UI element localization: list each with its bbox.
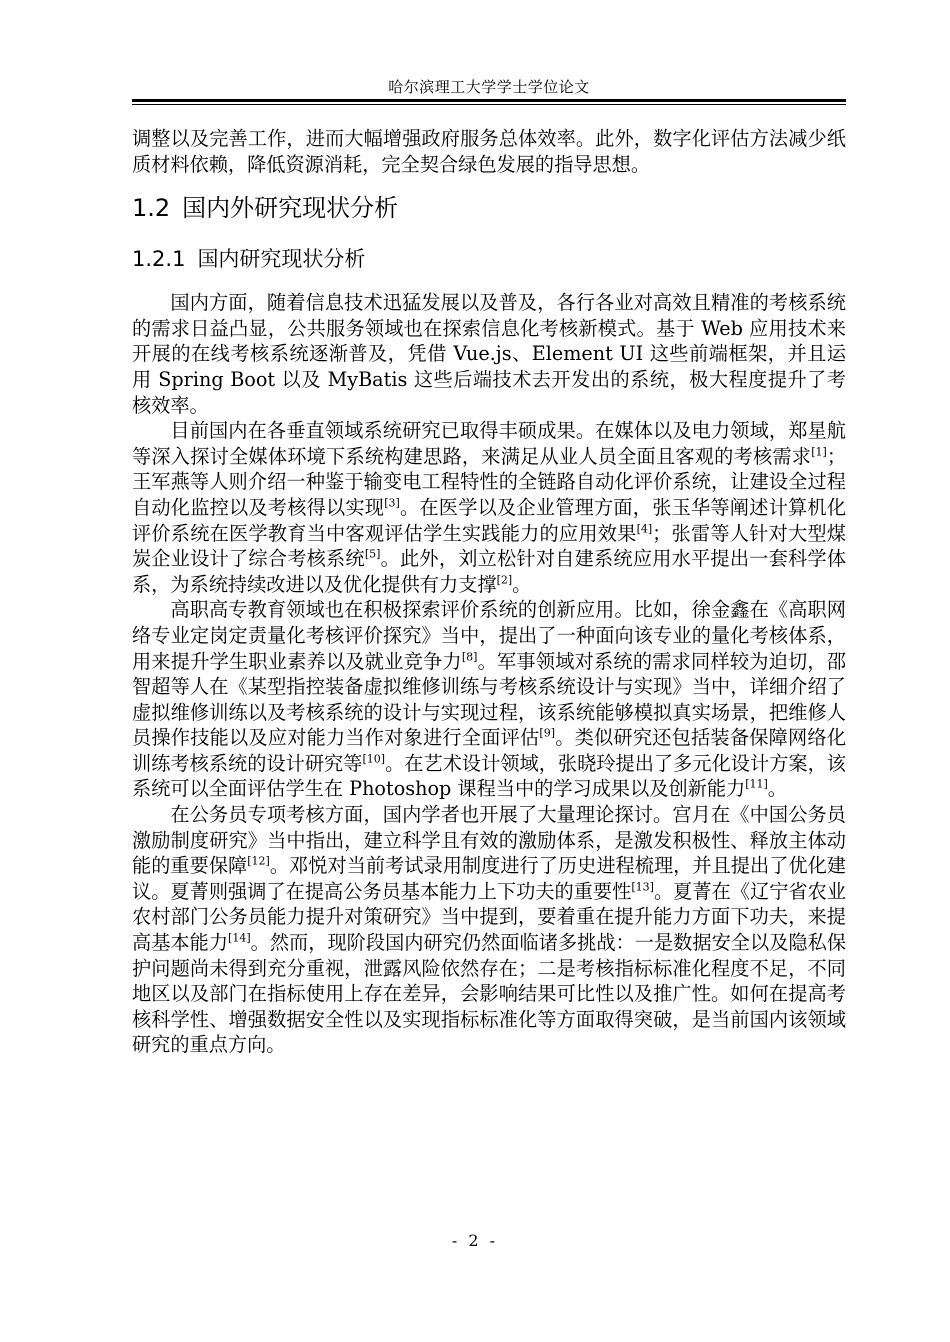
header-rule-thin: [132, 104, 846, 105]
p3-text-4: 。在艺术设计领域，张晓玲提出了多元化设计方案，该系统可以全面评估学生在 Photoshop 课程当中的学习成果以及创新能力: [132, 751, 846, 801]
p2-text-6: 。: [512, 572, 532, 596]
p3-text-2: 。军事领域对系统的需求同样较为迫切，邵智超等人在《某型指控装备虚拟维修训练与考核系统设计与实现》当中，详细介绍了虚拟维修训练以及考核系统的设计与实现过程，该系统能够模拟真实场景，把维修人员操作技能以及应对能力当作对象进行全面评估: [132, 649, 847, 750]
citation-2: [2]: [496, 573, 513, 587]
citation-14: [14]: [228, 931, 251, 945]
p4-text-4: 。然而，现阶段国内研究仍然面临诸多挑战：一是数据安全以及隐私保护问题尚未得到充分重视，泄露风险依然存在；二是考核指标标准化程度不足，不同地区以及部门在指标使用上存在差异，会影响结果可比性以及推广性。如何在提高考核科学性、增强数据安全性以及实现指标标准化等方面取得突破，是当前国内该领域研究的重点方向。: [132, 931, 847, 1057]
subsection-title: 国内研究现状分析: [197, 247, 366, 272]
p3-text-3: 。类似研究还包括装备保障网络化训练考核系统的设计研究等: [132, 726, 847, 775]
citation-8: [8]: [461, 650, 478, 664]
p2-text-1: 目前国内在各垂直领域系统研究已取得丰硕成果。在媒体以及电力领域，郑星航等深入探讨全媒体环境下系统构建思路，来满足从业人员全面且客观的考核需求: [132, 419, 846, 468]
header-rule-thick: [132, 99, 846, 102]
page-number: - 2 -: [451, 1231, 499, 1250]
citation-10: [10]: [362, 752, 386, 766]
paragraph-2: [132, 418, 846, 597]
running-header: 哈尔滨理工大学学士学位论文: [388, 78, 590, 96]
section-heading: [132, 193, 846, 223]
paragraph-3: [132, 597, 846, 802]
p2-text-2: ；王军燕等人则介绍一种鉴于输变电工程特性的全链路自动化评价系统，让建设全过程自动化监控以及考核得以实现: [132, 444, 846, 519]
p2-text-5: 。此外，刘立松针对自建系统应用水平提出一套科学体系，为系统持续改进以及优化提供有力支撑: [132, 547, 847, 596]
paragraph-1: 国内方面，随着信息技术迅猛发展以及普及，各行各业对高效且精准的考核系统的需求日益凸显，公共服务领域也在探索信息化考核新模式。基于 Web 应用技术来开展的在线考核系统逐渐普及，凭借 Vue.js、Element UI 这些前端框架，并且运用 Spring Boot 以及 MyBatis 这些后端技术去开发出的系统，极大程度提升了考核效率。: [132, 291, 846, 417]
p3-text-5: 。: [767, 777, 787, 801]
citation-9: [9]: [539, 726, 555, 740]
citation-13: [13]: [631, 880, 654, 894]
citation-12: [12]: [247, 854, 270, 868]
p2-text-3: 。在医学以及企业管理方面，张玉华等阐述计算机化评价系统在医学教育当中客观评估学生实践能力的应用效果: [132, 495, 846, 545]
citation-11: [11]: [745, 778, 768, 792]
paragraph-4: [132, 802, 846, 1058]
citation-5: [5]: [364, 547, 381, 561]
page-body: [132, 126, 846, 1058]
p4-text-1: 在公务员专项考核方面，国内学者也开展了大量理论探讨。宫月在《中国公务员激励制度研究》当中指出，建立科学且有效的激励体系，是激发积极性、释放主体动能的重要保障: [132, 803, 846, 878]
citation-1: [1]: [811, 445, 827, 459]
subsection-heading: [132, 245, 846, 273]
subsection-number: 1.2.1: [132, 247, 186, 272]
section-title: 国内外研究现状分析: [182, 194, 399, 223]
p2-text-4: ；张雷等人针对大型煤炭企业设计了综合考核系统: [132, 521, 846, 571]
intro-paragraph: 调整以及完善工作，进而大幅增强政府服务总体效率。此外，数字化评估方法减少纸质材料依赖，降低资源消耗，完全契合绿色发展的指导思想。: [132, 127, 846, 176]
p3-text-1: 高职高专教育领域也在积极探索评价系统的创新应用。比如，徐金鑫在《高职网络专业定岗定责量化考核评价探究》当中，提出了一种面向该专业的量化考核体系，用来提升学生职业素养以及就业竞争力: [132, 598, 846, 673]
citation-4: [4]: [636, 522, 653, 536]
p4-text-2: 。邓悦对当前考试录用制度进行了历史进程梳理，并且提出了优化建议。夏菁则强调了在提高公务员基本能力上下功夫的重要性: [132, 854, 846, 903]
section-number: 1.2: [132, 194, 171, 223]
p4-text-3: 。夏菁在《辽宁省农业农村部门公务员能力提升对策研究》当中提到，要着重在提升能力方面下功夫，来提高基本能力: [132, 879, 847, 955]
citation-3: [3]: [384, 496, 400, 510]
